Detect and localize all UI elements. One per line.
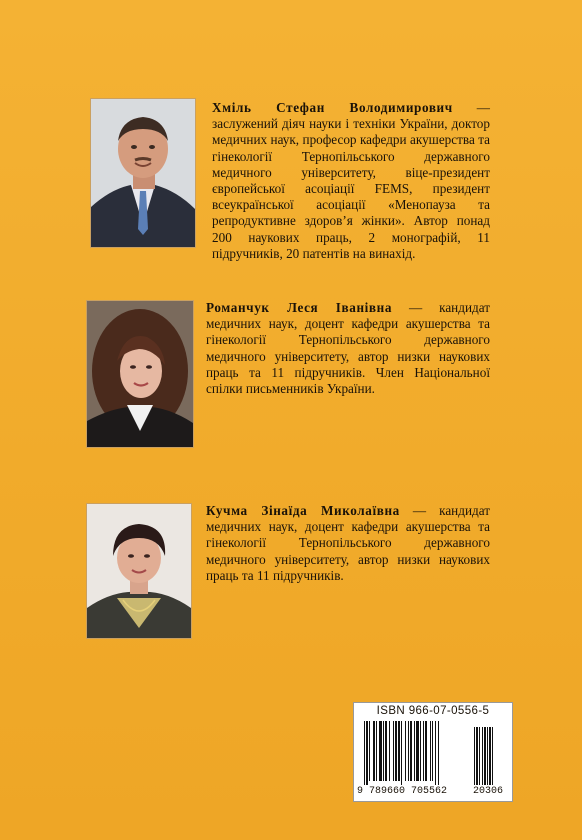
barcode-bar <box>369 721 370 781</box>
barcode-digits <box>357 786 511 797</box>
barcode-bar <box>379 721 382 781</box>
barcode-bar <box>385 721 387 781</box>
barcode-bar <box>410 721 412 781</box>
addon-digits: 20306 <box>473 786 504 797</box>
addon-bar <box>489 727 491 785</box>
barcode-bar <box>383 721 384 781</box>
barcode-bar <box>364 721 365 785</box>
addon-bar <box>482 727 483 785</box>
author-name: Романчук Леся Іванівна <box>206 300 393 315</box>
author-photo-kuchma <box>86 503 192 639</box>
barcode-bar <box>420 721 421 781</box>
barcode-bar <box>405 721 406 781</box>
barcode-bar <box>416 721 419 781</box>
addon-bar <box>484 727 486 785</box>
barcode-bar <box>425 721 427 781</box>
barcode-bar <box>414 721 415 781</box>
author-description: — кандидат медичних наук, доцент кафедри акушерства та гінекології Тернопільського державного медичного університету, автор низки наукових праць та 11 підручників. Член Національної спілки письменників України. <box>206 300 490 397</box>
addon-bar <box>479 727 480 785</box>
barcode-bar <box>376 721 377 781</box>
barcode-bar <box>389 721 390 781</box>
author-name: Кучма Зінаїда Миколаївна <box>206 503 400 518</box>
isbn-label: ISBN 966-07-0556-5 <box>376 705 490 717</box>
barcode-bar <box>423 721 424 781</box>
author-description: — кандидат медичних наук, доцент кафедри акушерства та гінекології Тернопільського державного медичного університету, автор низки наукових праць та 11 підручників. <box>206 503 490 583</box>
addon-bar <box>492 727 493 785</box>
ean-digits: 9 789660 705562 <box>357 786 448 797</box>
barcode-bar <box>432 721 433 781</box>
barcode-bar <box>408 721 409 781</box>
barcode-bar <box>398 721 400 781</box>
barcode-bar <box>401 721 402 785</box>
author-bio-romanchuk <box>206 300 490 397</box>
barcode-bar <box>373 721 375 781</box>
addon-bar <box>487 727 488 785</box>
author-photo-khmil <box>90 98 196 248</box>
author-photo-romanchuk <box>86 300 194 448</box>
barcode-bar <box>366 721 368 785</box>
barcode-bar <box>435 721 436 785</box>
barcode-bar <box>430 721 431 781</box>
author-bio-khmil <box>212 100 490 262</box>
barcode-bar <box>438 721 439 785</box>
barcode-bar <box>395 721 397 781</box>
author-bio-kuchma <box>206 503 490 584</box>
author-name: Хміль Стефан Володимирович <box>212 100 453 115</box>
addon-bar <box>476 727 478 785</box>
addon-bar <box>474 727 475 785</box>
barcode-bar <box>393 721 394 781</box>
author-description: — заслужений діяч науки і техніки України, доктор медичних наук, професор кафедри акушерства та гінекології Тернопільського державного медичного університету, віце-президент європейської асоціації FEMS, президент всеукраїнської асоціації «Менопауза та репродуктивне здоров’я жінки». Автор понад 200 наукових праць, 2 монографій, 11 підручників, 20 патентів на винахід. <box>212 100 490 261</box>
barcode-bars <box>364 721 504 785</box>
isbn-barcode <box>353 702 513 802</box>
